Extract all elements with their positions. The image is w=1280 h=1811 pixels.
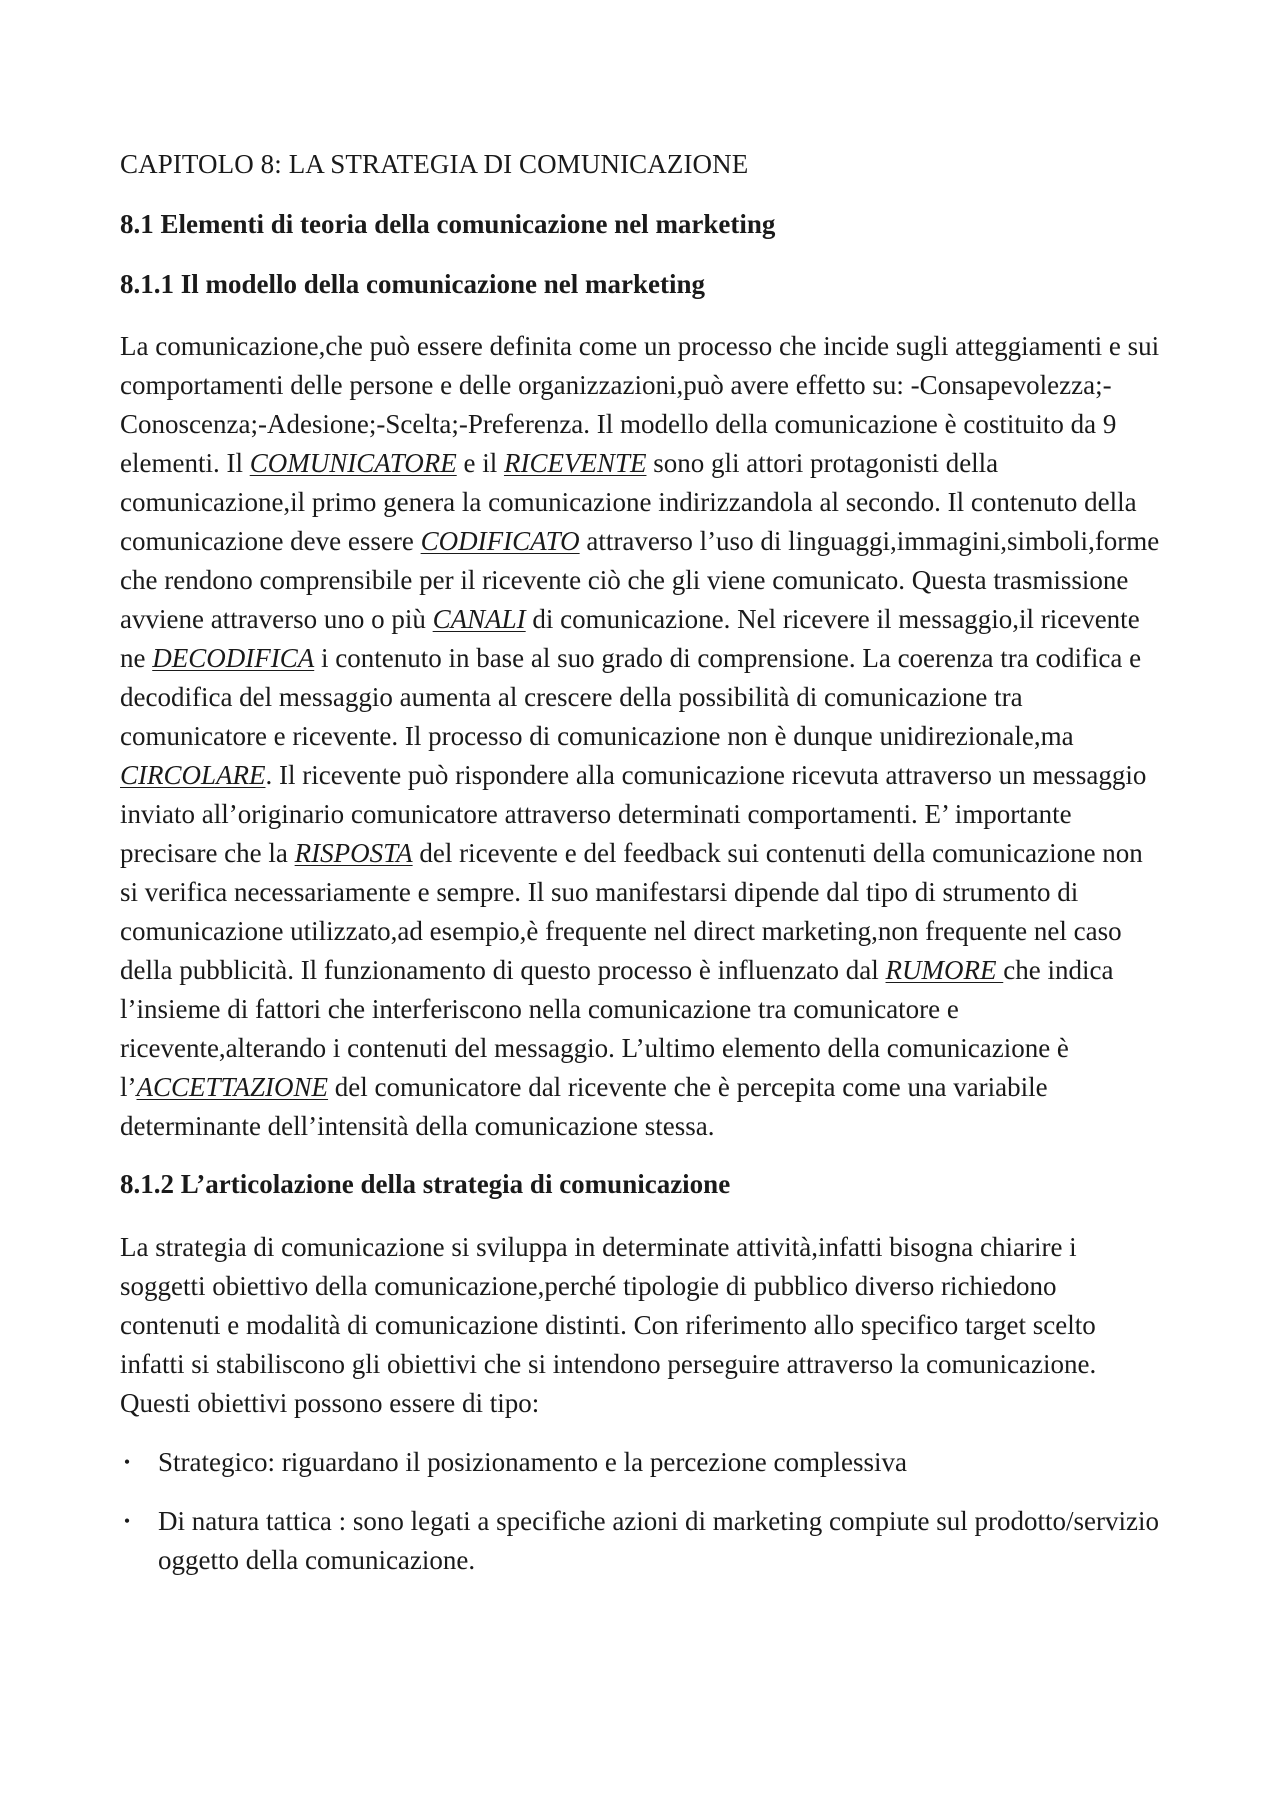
text-run: che indica l’insieme di fattori che interferiscono nella comunicazione tra comunicatore e ricevente,alterando i contenuti del messaggio. L’ultimo elemento della comunicazione è l’	[120, 955, 1114, 1103]
text-run: attraverso l’uso di linguaggi,immagini,simboli,forme che rendono comprensibile per il ricevente ciò che gli viene comunicato. Questa trasmissione avviene attraverso uno o più	[120, 526, 1160, 635]
term-accettazione: ACCETTAZIONE	[136, 1072, 329, 1103]
section-heading-8-1-1: 8.1.1 Il modello della comunicazione nel marketing	[120, 268, 705, 299]
chapter-title: CAPITOLO 8: LA STRATEGIA DI COMUNICAZIONE	[120, 149, 749, 179]
list-item	[120, 1443, 1160, 1482]
strategy-paragraph: La strategia di comunicazione si sviluppa in determinate attività,infatti bisogna chiarire i soggetti obiettivo della comunicazione,perché tipologie di pubblico diverso richiedono contenuti e modalità di comunicazione distinti. Con riferimento allo specifico target scelto infatti si stabiliscono gli obiettivi che si intendono perseguire attraverso la comunicazione. Questi obiettivi possono essere di tipo:	[120, 1232, 1097, 1418]
section-heading-8-1: 8.1 Elementi di teoria della comunicazione nel marketing	[120, 208, 776, 239]
text-run: di comunicazione. Nel ricevere il messaggio,il ricevente ne	[120, 604, 1140, 674]
text-run: La comunicazione,che può essere definita come un processo che incide sugli atteggiamenti e sui comportamenti delle persone e delle organizzazioni,può avere effetto su: -Consapevolezza;-Conoscenza;-Adesione;-Scelta;-Preferenza. Il modello della comunicazione è costituito da 9 elementi. Il	[120, 331, 1160, 479]
text-run: i contenuto in base al suo grado di comprensione. La coerenza tra codifica e decodifica del messaggio aumenta al crescere della possibilità di comunicazione tra comunicatore e ricevente. Il processo di comunicazione non è dunque unidirezionale,ma	[120, 643, 1142, 752]
section-heading-8-1-2: 8.1.2 L’articolazione della strategia di comunicazione	[120, 1169, 731, 1200]
term-risposta: RISPOSTA	[294, 838, 413, 869]
document-page	[120, 148, 1160, 1600]
communication-model-paragraph	[120, 327, 1160, 1146]
term-circolare: CIRCOLARE	[120, 760, 266, 791]
objectives-list	[120, 1443, 1160, 1580]
term-canali: CANALI	[432, 604, 526, 635]
bullet-icon: •	[123, 1452, 131, 1472]
term-comunicatore: COMUNICATORE	[249, 448, 457, 479]
term-rumore: RUMORE	[885, 955, 1004, 986]
text-run: . Il ricevente può rispondere alla comunicazione ricevuta attraverso un messaggio inviato all’originario comunicatore attraverso determinati comportamenti. E’ importante precisare che la	[120, 760, 1147, 869]
text-run: sono gli attori protagonisti della comunicazione,il primo genera la comunicazione indirizzandola al secondo. Il contenuto della comunicazione deve essere	[120, 448, 1137, 557]
text-run: e il	[456, 448, 504, 479]
term-ricevente: RICEVENTE	[503, 448, 647, 479]
term-codificato: CODIFICATO	[420, 526, 580, 557]
list-item-text: Strategico: riguardano il posizionamento e la percezione complessiva	[158, 1447, 907, 1477]
text-run: del comunicatore dal ricevente che è percepita come una variabile determinante dell’intensità della comunicazione stessa.	[120, 1072, 1048, 1142]
list-item	[120, 1502, 1160, 1580]
bullet-icon: •	[123, 1511, 131, 1531]
term-decodifica: DECODIFICA	[152, 643, 315, 674]
text-run: del ricevente e del feedback sui contenuti della comunicazione non si verifica necessariamente e sempre. Il suo manifestarsi dipende dal tipo di strumento di comunicazione utilizzato,ad esempio,è frequente nel direct marketing,non frequente nel caso della pubblicità. Il funzionamento di questo processo è influenzato dal	[120, 838, 1143, 986]
list-item-text: Di natura tattica : sono legati a specifiche azioni di marketing compiute sul prodotto/servizio oggetto della comunicazione.	[158, 1506, 1159, 1575]
